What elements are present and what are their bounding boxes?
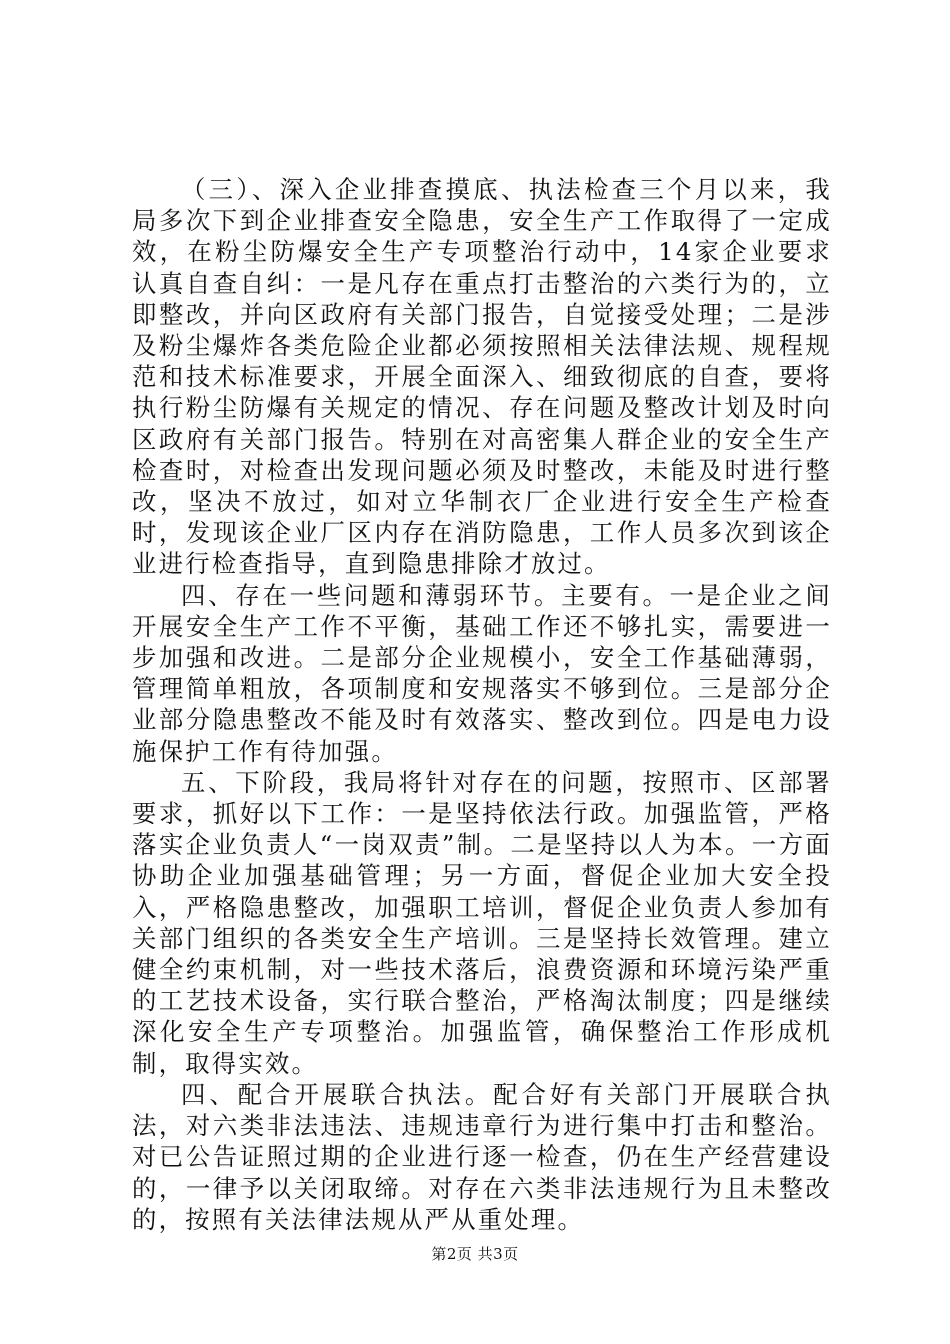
document-body	[132, 174, 832, 1235]
paragraph-inspection: （三）、深入企业排查摸底、执法检查三个月以来，我局多次下到企业排查安全隐患，安全生产工作取得了一定成效，在粉尘防爆安全生产专项整治行动中，14家企业要求认真自查自纠：一是凡存在重点打击整治的六类行为的，立即整改，并向区政府有关部门报告，自觉接受处理；二是涉及粉尘爆炸各类危险企业都必须按照相关法律法规、规程规范和技术标准要求，开展全面深入、细致彻底的自查，要将执行粉尘防爆有关规定的情况、存在问题及整改计划及时向区政府有关部门报告。特别在对高密集人群企业的安全生产检查时，对检查出发现问题必须及时整改，未能及时进行整改，坚决不放过，如对立华制衣厂企业进行安全生产检查时，发现该企业厂区内存在消防隐患，工作人员多次到该企业进行检查指导，直到隐患排除才放过。	[132, 175, 832, 579]
paragraph-problems: 四、存在一些问题和薄弱环节。主要有。一是企业之间开展安全生产工作不平衡，基础工作还不够扎实，需要进一步加强和改进。二是部分企业规模小，安全工作基础薄弱，管理简单粗放，各项制度和安规落实不够到位。三是部分企业部分隐患整改不能及时有效落实、整改到位。四是电力设施保护工作有待加强。	[132, 580, 832, 766]
paragraph-joint-enforcement: 四、配合开展联合执法。配合好有关部门开展联合执法，对六类非法违法、违规违章行为进行集中打击和整治。对已公告证照过期的企业进行逐一检查，仍在生产经营建设的，一律予以关闭取缔。对存在六类非法违规行为且未整改的，按照有关法律法规从严从重处理。	[132, 1079, 832, 1234]
page-number-footer: 第2页 共3页	[431, 1245, 519, 1263]
paragraph-next-stage: 五、下阶段，我局将针对存在的问题，按照市、区部署要求，抓好以下工作：一是坚持依法行政。加强监管，严格落实企业负责人“一岗双责”制。二是坚持以人为本。一方面协助企业加强基础管理；另一方面，督促企业加大安全投入，严格隐患整改，加强职工培训，督促企业负责人参加有关部门组织的各类安全生产培训。三是坚持长效管理。建立健全约束机制，对一些技术落后，浪费资源和环境污染严重的工艺技术设备，实行联合整治，严格淘汰制度；四是继续深化安全生产专项整治。加强监管，确保整治工作形成机制，取得实效。	[132, 767, 832, 1078]
